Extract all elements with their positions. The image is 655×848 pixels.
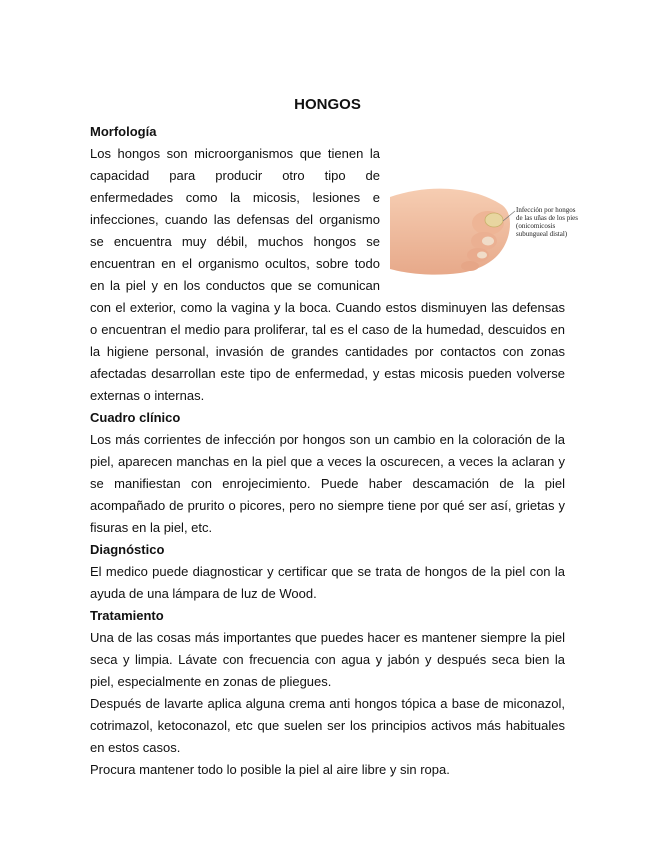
heading-cuadro-clinico: Cuadro clínico (90, 410, 181, 425)
document-title: HONGOS (294, 96, 361, 113)
figure-caption: Infección por hongos de las uñas de los pies (onicomicosis subungueal distal) (516, 206, 579, 238)
foot-illustration (390, 165, 579, 285)
paragraph-tratamiento-1: Una de las cosas más importantes que puedes hacer es mantener siempre la piel seca y limpia. Lávate con frecuencia con agua y jabón y después seca bien la piel, especialmente en zonas de pliegues. (90, 630, 565, 689)
heading-tratamiento: Tratamiento (90, 608, 164, 623)
paragraph-cuadro-clinico: Los más corrientes de infección por hongos son un cambio en la coloración de la piel, aparecen manchas en la piel que a veces la oscurecen, a veces la aclaran y se manifiestan con enrojecimiento. Puede haber descamación de la piel acompañado de prurito o picores, pero no siempre tiene por qué ser así, grietas y fisuras en la piel, etc. (90, 432, 565, 535)
paragraph-tratamiento-3: Procura mantener todo lo posible la piel al aire libre y sin ropa. (90, 762, 450, 777)
paragraph-tratamiento-2: Después de lavarte aplica alguna crema anti hongos tópica a base de miconazol, cotrimazol, ketoconazol, etc que suelen ser los principios activos más habituales en estos casos. (90, 696, 565, 755)
heading-diagnostico: Diagnóstico (90, 542, 165, 557)
document-body (90, 121, 579, 781)
heading-morfologia: Morfología (90, 124, 157, 139)
paragraph-diagnostico: El medico puede diagnosticar y certificar que se trata de hongos de la piel con la ayuda de una lámpara de luz de Wood. (90, 564, 565, 601)
paragraph-morfologia: Los hongos son microorganismos que tienen la capacidad para producir otro tipo de enfermedades como la micosis, lesiones e infecciones, cuando las defensas del organismo se encuentra muy débil, muchos hongos se encuentran en el organismo ocultos, sobre todo en la piel y en los conductos que se comunican con el exterior, como la vagina y la boca. Cuando estos disminuyen las defensas o encuentran el medio para proliferar, tal es el caso de la humedad, descuidos en la higiene personal, invasión de grandes cantidades por contactos con zonas afectadas desarrollan este tipo de enfermedad, y estas micosis pueden volverse externas o internas. (90, 146, 565, 403)
